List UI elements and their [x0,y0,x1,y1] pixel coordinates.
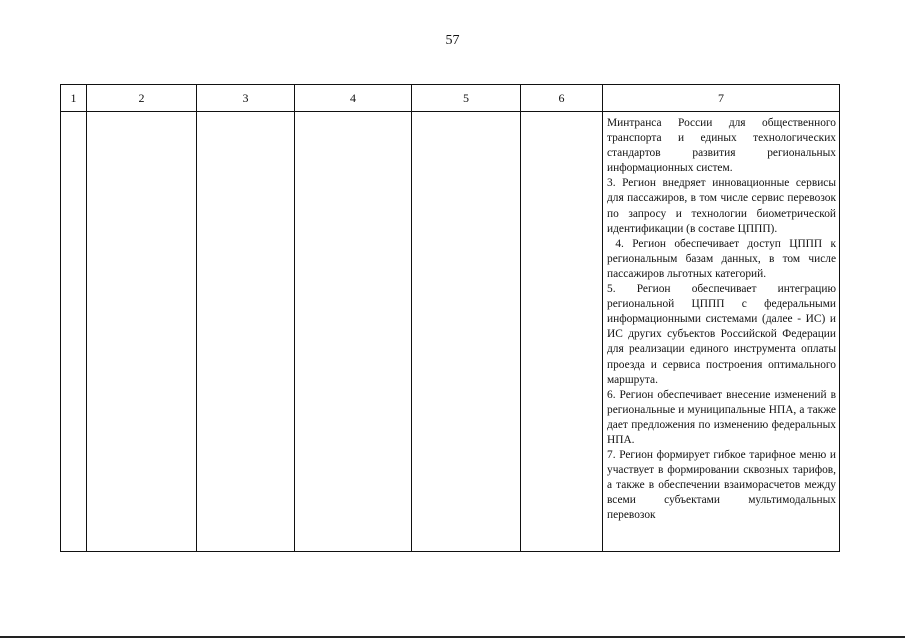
table-cell-col6 [521,112,603,552]
paragraph-item-3: 3. Регион внедряет инновационные сервисы для пассажиров, в том числе сервис перевозок по запросу и технологии биометрической идентификации (в составе ЦППП). [607,177,836,235]
column-header-2: 2 [87,85,197,112]
column-header-5: 5 [412,85,521,112]
table-cell-col1 [61,112,87,552]
document-table [60,84,840,552]
table-cell-col2 [87,112,197,552]
paragraph-item-7: 7. Регион формирует гибкое тарифное меню и участвует в формировании сквозных тарифов, а также в обеспечении взаиморасчетов между всеми субъектами мультимодальных перевозок [607,449,836,522]
page-number: 57 [445,33,460,48]
paragraph-item-4: 4. Регион обеспечивает доступ ЦППП к региональным базам данных, в том числе пассажиров льготных категорий. [607,237,839,280]
column-header-4: 4 [295,85,412,112]
table-header-row [61,85,840,112]
column-header-6: 6 [521,85,603,112]
table-cell-col4 [295,112,412,552]
table-cell-col7 [603,112,840,552]
column-header-7: 7 [603,85,840,112]
page-bottom-edge [0,636,905,638]
paragraph-item-6: 6. Регион обеспечивает внесение изменений в региональные и муниципальные НПА, а также дает предложения по изменению федеральных НПА. [607,388,836,446]
column-header-1: 1 [61,85,87,112]
column-header-3: 3 [197,85,295,112]
table-cell-col3 [197,112,295,552]
table-cell-col5 [412,112,521,552]
paragraph-item-5: 5. Регион обеспечивает интеграцию региональной ЦППП с федеральными информационными системами (далее - ИС) и ИС других субъектов Российской Федерации для реализации единого инструмента оплаты проезда и сервиса построения оптимального маршрута. [607,283,836,386]
table-row [61,112,840,552]
paragraph-continuation: Минтранса России для общественного транспорта и единых технологических стандартов развития региональных информационных систем. [607,117,836,175]
